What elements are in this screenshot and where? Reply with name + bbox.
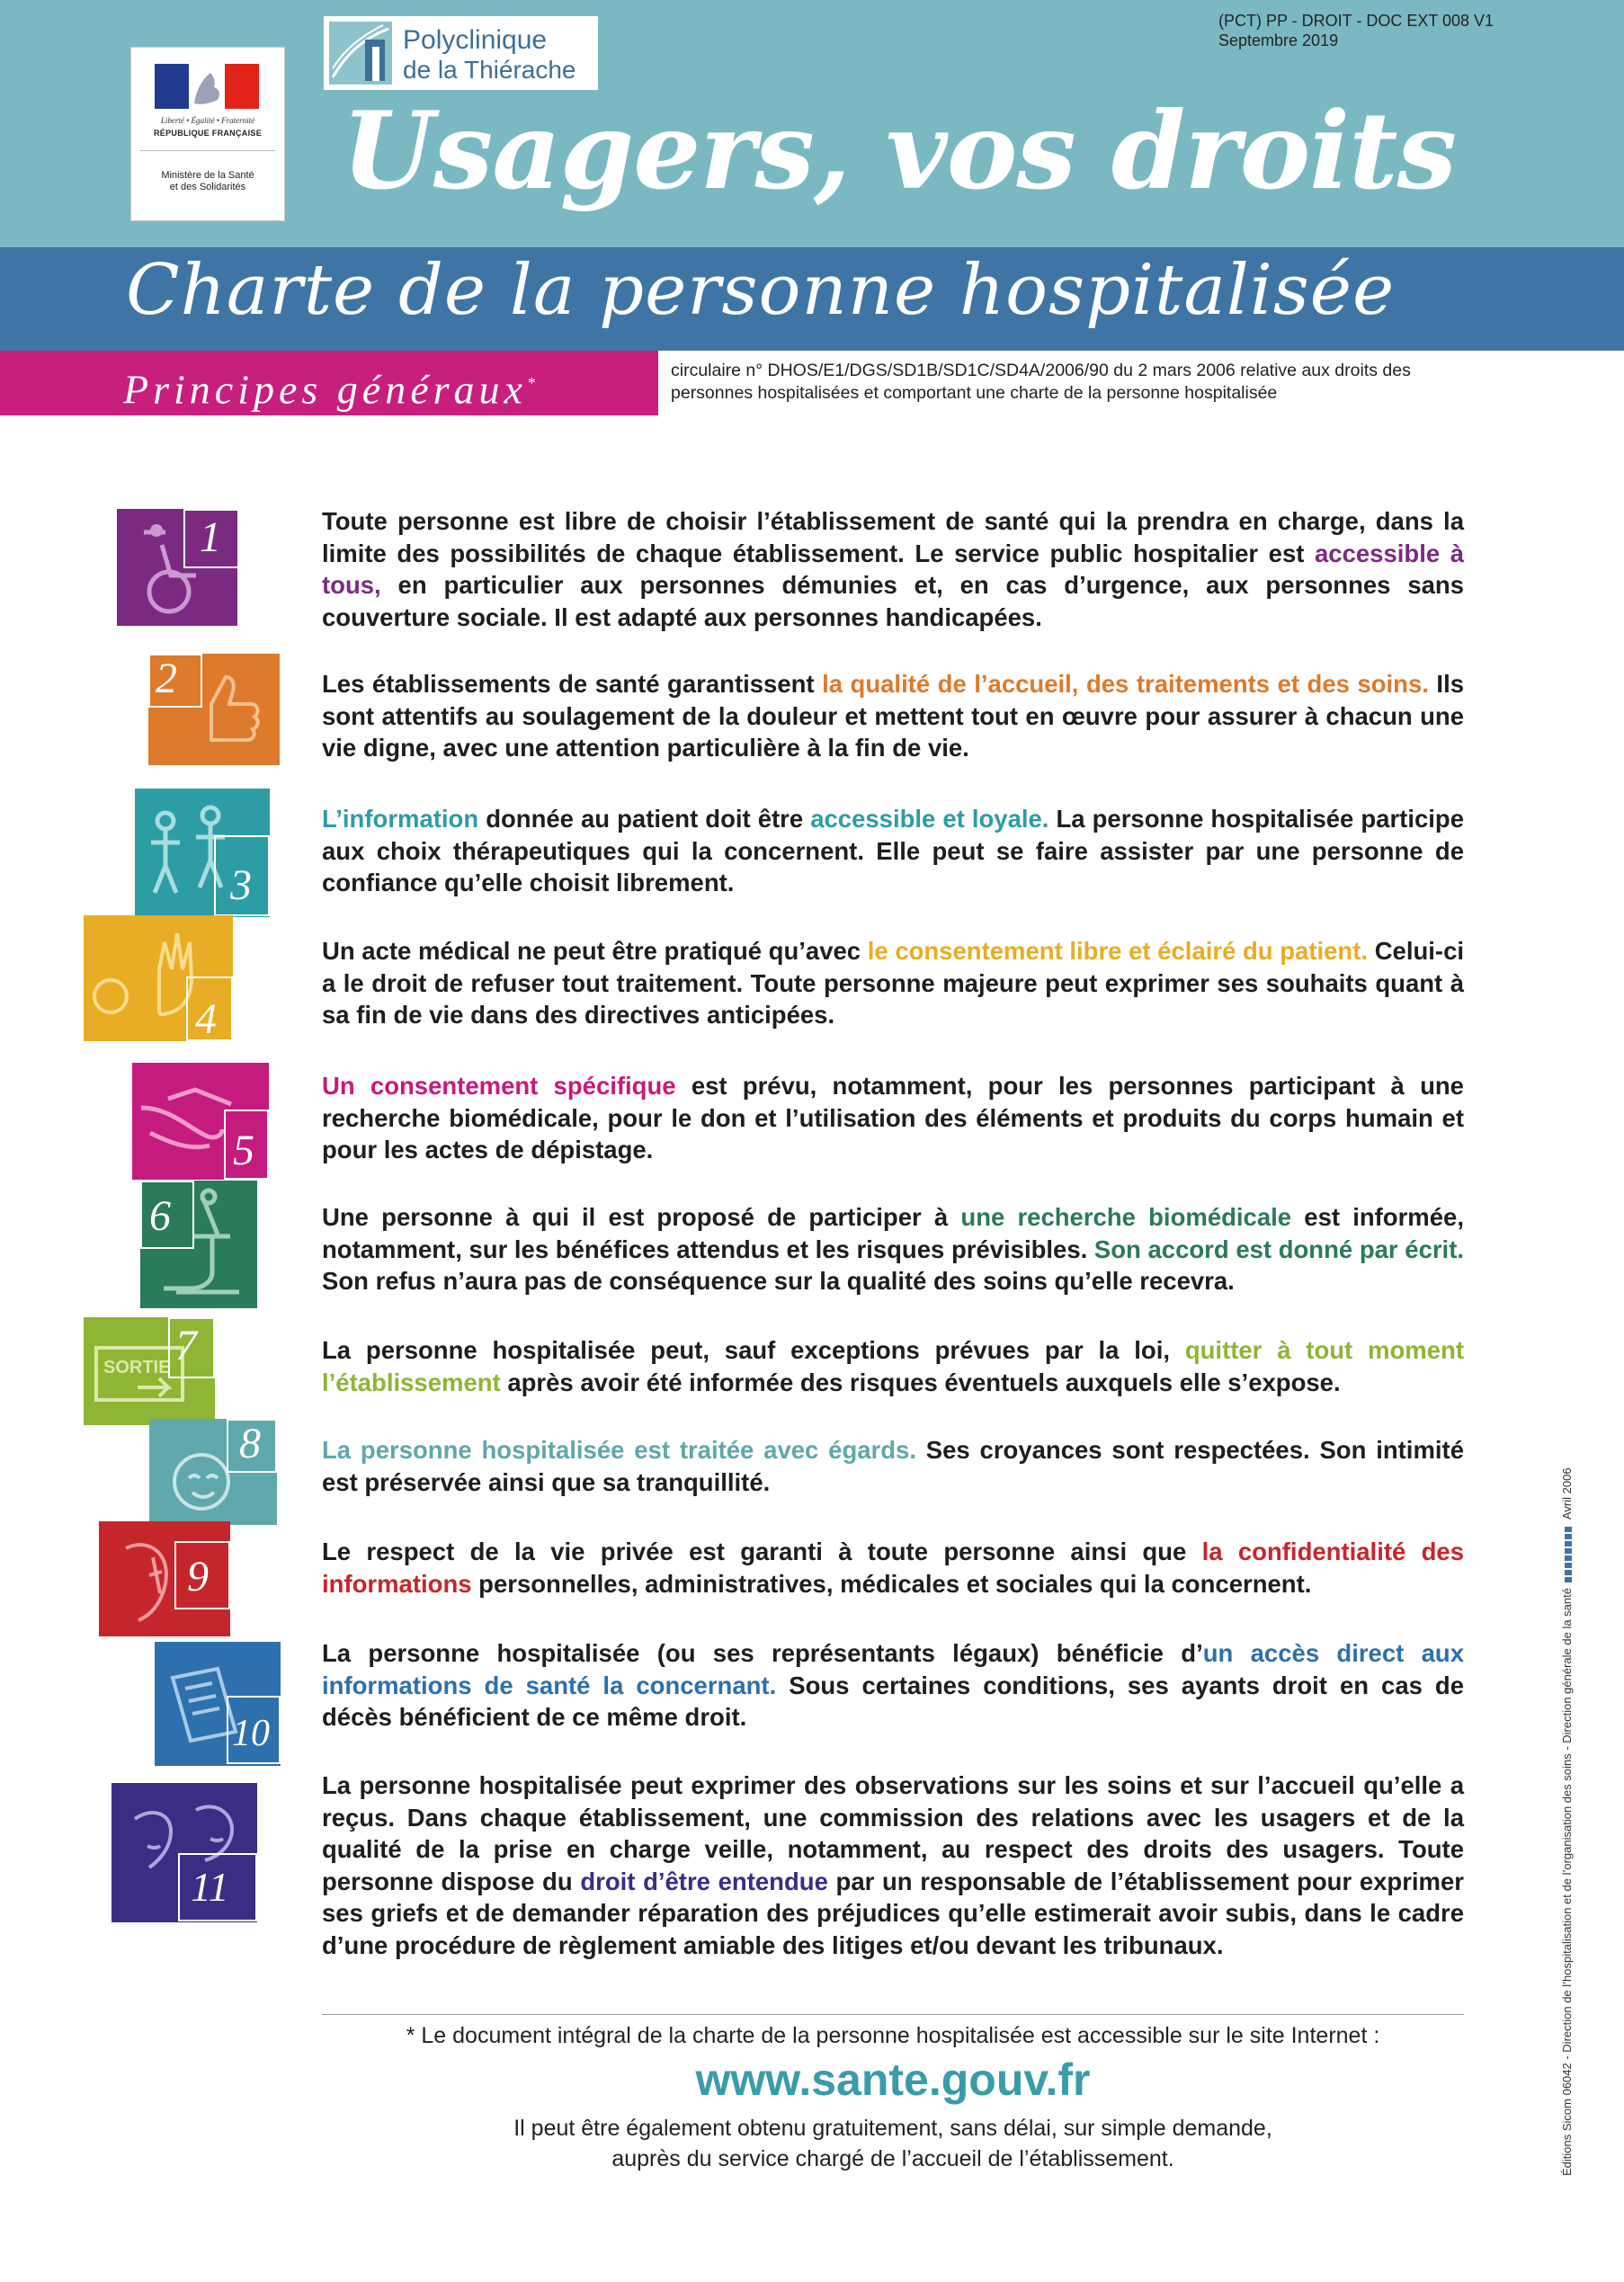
principle-7-text [322, 1334, 1464, 1398]
principle-3-number: 3 [230, 861, 252, 909]
principle-11-number: 11 [191, 1864, 229, 1910]
footer-line2: auprès du service chargé de l’accueil de l’établissement. [611, 2146, 1174, 2171]
highlighted-text: un accès direct aux informations de santé la concernant. [322, 1639, 1464, 1699]
principle-10-number: 10 [232, 1713, 270, 1754]
body-text: Sous certaines conditions, ses ayants droit en cas de décès bénéficient de ce même droit. [322, 1671, 1464, 1731]
principle-6-number: 6 [149, 1192, 171, 1240]
principle-5-text [322, 1070, 1464, 1166]
section-footnote-mark: * [526, 374, 535, 392]
edition-credit-date: Avril 2006 [1560, 1467, 1574, 1520]
principle-9-tile [99, 1521, 230, 1636]
body-text: est prévu, notamment, pour les personnes participant à une recherche biomédicale, pour le don et l’utilisation des éléments et produits du corps humain et pour les actes de dépistage. [322, 1072, 1464, 1163]
marianne-flag-icon [155, 64, 259, 109]
principle-1-text [322, 505, 1464, 633]
clinic-emblem-icon [329, 22, 392, 85]
body-text: en particulier aux personnes démunies et, en cas d’urgence, aux personnes sans couverture sociale. Il est adapté aux personnes handicapées. [322, 571, 1464, 631]
principle-3-text [322, 803, 1464, 899]
highlighted-text: la qualité de l’accueil, des traitements et des soins. [822, 670, 1429, 698]
body-text: personnelles, administratives, médicales et sociales qui la concernent. [471, 1569, 1312, 1598]
highlighted-text: quitter à tout moment l’établissement [322, 1336, 1464, 1396]
body-text: Un acte médical ne peut être pratiqué qu’avec [322, 937, 868, 965]
principle-1-tile [117, 509, 237, 626]
section-title [0, 351, 658, 415]
principle-6-tile [140, 1181, 257, 1308]
gov-ministry [131, 170, 284, 193]
body-text: est informée, notamment, sur les bénéfices attendus et les risques prévisibles. [322, 1203, 1464, 1263]
principle-5-number: 5 [233, 1127, 254, 1174]
body-text: La personne hospitalisée peut, sauf exceptions prévues par la loi, [322, 1336, 1185, 1364]
highlighted-text: une recherche biomédicale [960, 1203, 1292, 1231]
footer-divider [322, 2014, 1464, 2015]
body-text: La personne hospitalisée (ou ses représentants légaux) bénéficie d’ [322, 1639, 1203, 1667]
principle-10-text [322, 1637, 1464, 1734]
document-reference [1218, 11, 1494, 50]
body-text: Les établissements de santé garantissent [322, 670, 823, 698]
principle-9-number: 9 [187, 1553, 209, 1600]
body-text: Ils sont attentifs au soulagement de la douleur et mettent tout en œuvre pour assurer à chacun une vie digne, avec une attention particulière à la fin de vie. [322, 670, 1465, 762]
body-text: après avoir été informée des risques éventuels auxquels elle s’expose. [500, 1368, 1341, 1396]
principle-2-number: 2 [156, 655, 177, 702]
principle-11-text [322, 1769, 1464, 1961]
government-logo [130, 47, 285, 221]
highlighted-text: accessible à tous, [322, 539, 1464, 599]
section-title-text: Principes généraux [123, 366, 527, 413]
gov-motto: Liberté • Égalité • Fraternité [160, 116, 255, 125]
highlighted-text: accessible et loyale. [810, 805, 1049, 833]
footer-line1: Il peut être également obtenu gratuitement, sans délai, sur simple demande, [513, 2116, 1272, 2141]
gov-divider [140, 150, 275, 151]
body-text: Toute personne est libre de choisir l’établissement de santé qui la prendra en charge, dans la limite des possibilités de chaque établissement. Le service public hospitalier est [322, 507, 1464, 567]
principle-2-text [322, 668, 1464, 764]
body-text: Celui-ci a le droit de refuser tout traitement. Toute personne majeure peut exprimer ses souhaits quant à sa fin de vie dans des directives anticipées. [322, 937, 1465, 1029]
principle-8-tile [149, 1419, 277, 1525]
edition-credit [1560, 1467, 1574, 2176]
exit-sign-label: SORTIE [103, 1358, 171, 1377]
principle-3-tile [135, 789, 270, 917]
principle-7-tile [84, 1317, 215, 1425]
website-link[interactable]: www.sante.gouv.fr [695, 2055, 1091, 2105]
body-text: par un responsable de l’établissement pour exprimer ses griefs et de demander réparation des préjudices qu’elle estimerait avoir subis, dans le cadre d’une procédure de règlement amiable des litiges et/ou devant les tribunaux. [322, 1867, 1465, 1959]
principle-6-text [322, 1201, 1464, 1297]
dots-ornament [1565, 1525, 1572, 1582]
body-text: donnée au patient doit être [478, 805, 811, 833]
gov-republic: RÉPUBLIQUE FRANÇAISE [153, 129, 262, 138]
body-text: La personne hospitalisée participe aux choix thérapeutiques qui la concernent. Elle peut se faire assister par une personne de confiance qu’elle choisit librement. [322, 805, 1464, 896]
principle-2-tile [148, 654, 280, 765]
body-text: Ses croyances sont respectées. Son intimité est préservée ainsi que sa tranquillité. [322, 1436, 1464, 1496]
highlighted-text: L’information [322, 805, 479, 833]
highlighted-text: droit d’être entendue [580, 1867, 828, 1895]
footer-availability [322, 2113, 1464, 2174]
highlighted-text: le consentement libre et éclairé du patient. [867, 937, 1369, 965]
clinic-logo [324, 16, 598, 90]
circular-reference: circulaire n° DHOS/E1/DGS/SD1B/SD1C/SD4A/2006/90 du 2 mars 2006 relative aux droits des personnes hospitalisées et comportant une charte de la personne hospitalisée [671, 361, 1411, 403]
principle-8-text [322, 1434, 1464, 1498]
clinic-name-line2: de la Thiérache [403, 56, 576, 84]
principle-1-number: 1 [200, 513, 221, 561]
body-text: La personne hospitalisée peut exprimer des observations sur les soins et sur l’accueil qu’elle a reçus. Dans chaque établissement, une commission des relations avec les usagers et de la qualité de la prise en charge veille, notamment, au respect des droits des usagers. Toute personne dispose du [322, 1771, 1464, 1895]
principle-4-number: 4 [195, 995, 217, 1043]
charter-subtitle: Charte de la personne hospitalisée [126, 250, 1396, 331]
main-title: Usagers, vos droits [342, 88, 1457, 213]
principle-4-tile [84, 915, 233, 1041]
highlighted-text: Un consentement spécifique [322, 1072, 676, 1100]
clinic-name-line1: Polyclinique [403, 25, 548, 55]
body-text: Une personne à qui il est proposé de participer à [322, 1203, 961, 1231]
principle-11-tile [112, 1783, 257, 1922]
highlighted-text: Son accord est donné par écrit. [1093, 1235, 1464, 1263]
highlighted-text: la confidentialité des informations [322, 1538, 1464, 1598]
body-text: Son refus n’aura pas de conséquence sur la qualité des soins qu’elle recevra. [322, 1267, 1235, 1295]
gov-ministry-line1: Ministère de la Santé [161, 170, 254, 181]
principle-8-number: 8 [239, 1420, 261, 1467]
principle-9-text [322, 1536, 1464, 1600]
doc-ref-code: (PCT) PP - DROIT - DOC EXT 008 V1 [1218, 12, 1495, 30]
principle-5-tile [132, 1063, 269, 1180]
principle-10-tile [155, 1642, 281, 1766]
principle-7-number: 7 [175, 1322, 197, 1369]
doc-ref-date: Septembre 2019 [1218, 31, 1339, 49]
gov-ministry-line2: et des Solidarités [169, 182, 246, 192]
edition-credit-text: Éditions Sicom 06042 - Direction de l’hospitalisation et de l’organisation des soins - Direction générale de la santé [1560, 1588, 1574, 2176]
body-text: Le respect de la vie privée est garanti à toute personne ainsi que [322, 1538, 1202, 1565]
principle-4-text [322, 935, 1464, 1031]
highlighted-text: La personne hospitalisée est traitée avec égards. [322, 1436, 916, 1464]
footer-note: * Le document intégral de la charte de la personne hospitalisée est accessible sur le site Internet : [406, 2023, 1380, 2048]
